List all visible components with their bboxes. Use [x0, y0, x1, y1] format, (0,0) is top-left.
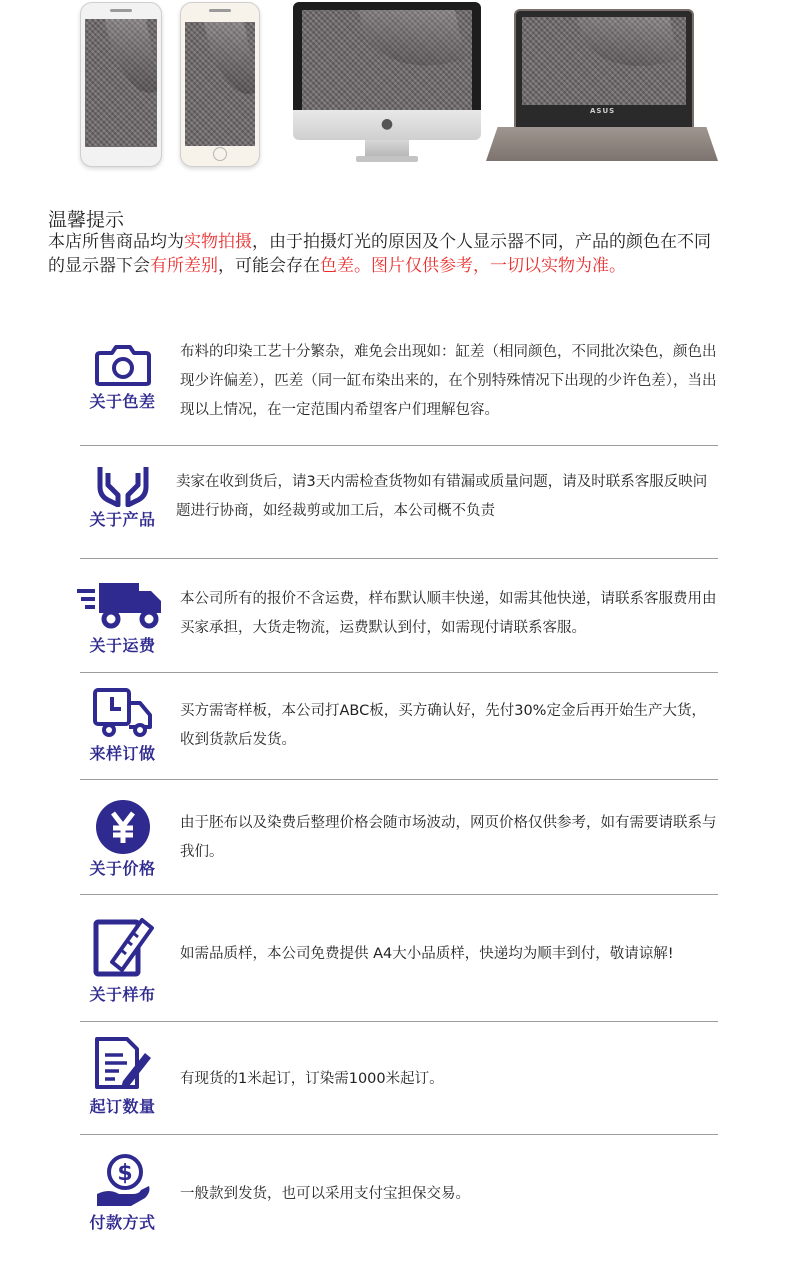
policy-product	[80, 460, 718, 555]
policy-sample-fabric	[80, 910, 718, 1015]
divider	[80, 894, 718, 895]
notice-text: 本店所售商品均为	[48, 232, 184, 252]
policy-shipping	[80, 575, 718, 670]
policy-text: 有现货的1米起订，订染需1000米起订。	[180, 1071, 444, 1087]
policy-text: 如需品质样，本公司免费提供 A4大小品质样，快递均为顺丰到付，敬请谅解!	[180, 946, 674, 962]
imac-stand	[365, 140, 409, 156]
policy-label: 关于产品	[89, 510, 156, 529]
notice-line-1	[48, 230, 768, 254]
notice-text: ，可能会存在	[218, 256, 320, 276]
notice-highlight: 有所差别	[150, 256, 218, 276]
divider	[80, 672, 718, 673]
policy-price	[80, 797, 718, 892]
policy-label: 关于运费	[89, 636, 156, 655]
phone-gold-image	[180, 2, 260, 167]
policy-label: 关于样布	[89, 985, 156, 1004]
camera-icon	[80, 343, 165, 387]
policy-label: 起订数量	[89, 1097, 156, 1116]
yen-coin-icon	[80, 799, 165, 855]
policy-text: 由于胚布以及染费后整理价格会随市场波动，网页价格仅供参考，如有需要请联系与我们。	[180, 815, 717, 860]
policy-text: 本公司所有的报价不含运费，样布默认顺丰快递，如需其他快递，请联系客服费用由买家承担，大货走物流，运费默认到付，如需现付请联系客服。	[180, 591, 717, 636]
hands-icon	[80, 465, 165, 507]
notice-body	[48, 230, 768, 278]
phone-speaker	[110, 9, 132, 12]
laptop-base	[486, 127, 718, 161]
policy-custom-sample	[80, 685, 718, 777]
divider	[80, 1021, 718, 1022]
device-showcase	[0, 0, 800, 175]
notice-title: 温馨提示	[48, 209, 125, 231]
policy-label: 关于色差	[89, 392, 156, 411]
policy-label: 付款方式	[89, 1213, 156, 1232]
svg-text:$: $	[116, 1161, 133, 1186]
delivery-truck-icon	[76, 579, 166, 633]
fabric-swatch-screen	[185, 22, 255, 146]
policy-color-difference	[80, 335, 718, 445]
divider	[80, 1134, 718, 1135]
order-form-icon	[80, 1035, 165, 1091]
phone-white-image	[80, 2, 162, 167]
divider	[80, 558, 718, 559]
policy-text: 买方需寄样板，本公司打ABC板，买方确认好，先付30%定金后再开始生产大货，收到货款后发货。	[180, 703, 706, 748]
phone-speaker	[209, 9, 231, 12]
policy-label: 来样订做	[89, 744, 156, 763]
imac-foot	[356, 156, 418, 162]
phone-home-button	[213, 147, 227, 161]
policy-text: 一般款到发货，也可以采用支付宝担保交易。	[180, 1186, 470, 1202]
notice-text: ，由于拍摄灯光的原因及个人显示器不同，产品的颜色在不同	[252, 232, 711, 252]
ruler-pencil-icon	[80, 912, 165, 978]
laptop-brand-logo: ASUS	[590, 107, 616, 115]
policy-text: 布料的印染工艺十分繁杂，难免会出现如：缸差（相同颜色，不同批次染色，颜色出现少许偏差），匹差（同一缸布染出来的，在个别特殊情况下出现的少许色差），当出现以上情况，在一定范围内希望客户们理解包容。	[180, 344, 717, 418]
clock-truck-icon	[80, 687, 165, 739]
notice-highlight: 实物拍摄	[184, 232, 252, 252]
notice-line-2	[48, 254, 768, 278]
policy-text: 卖家在收到货后，请3天内需检查货物如有错漏或质量问题，请及时联系客服反映问题进行协商，如经裁剪或加工后，本公司概不负责	[176, 474, 708, 519]
divider	[80, 779, 718, 780]
policy-label: 关于价格	[89, 859, 156, 878]
notice-text: 的显示器下会	[48, 256, 150, 276]
notice-highlight: 色差。图片仅供参考，一切以实物为准。	[320, 256, 626, 276]
payment-hand-icon	[80, 1152, 165, 1208]
policy-minimum-order	[80, 1035, 718, 1130]
apple-logo-icon: ●	[380, 116, 394, 132]
fabric-swatch-screen	[302, 10, 472, 110]
fabric-swatch-screen	[85, 19, 157, 147]
policy-payment	[80, 1150, 718, 1250]
divider	[80, 445, 718, 446]
fabric-swatch-screen	[522, 17, 686, 105]
